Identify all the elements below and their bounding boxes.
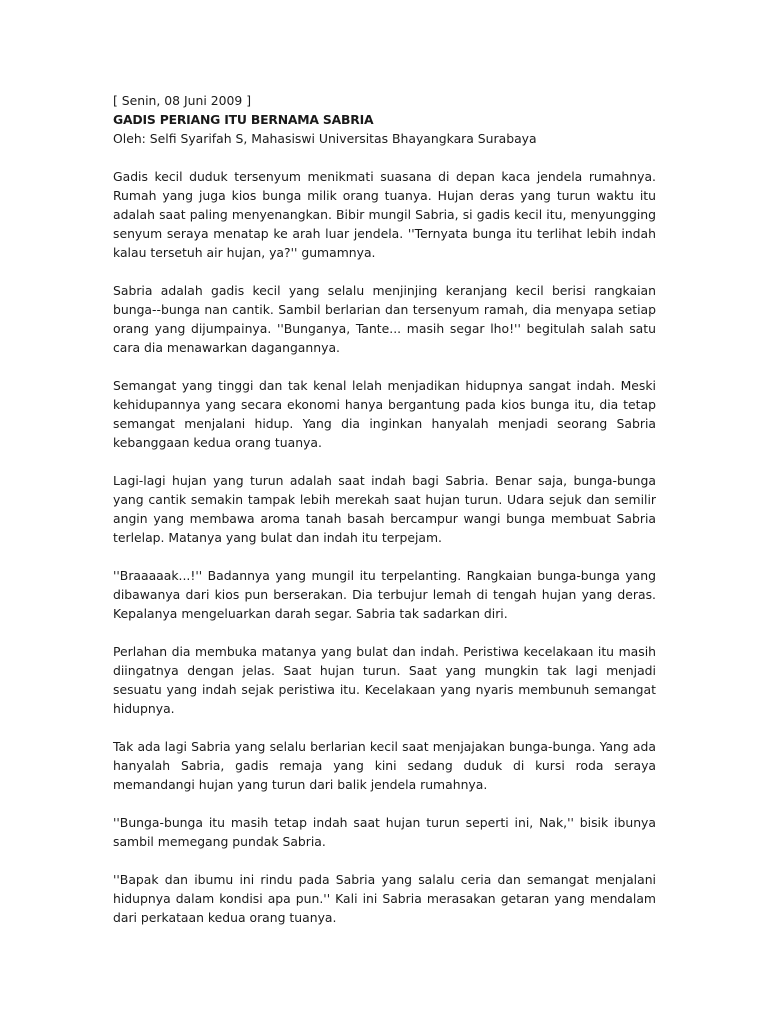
document-page: [113, 91, 656, 946]
article-byline: Oleh: Selfi Syarifah S, Mahasiswi Universitas Bhayangkara Surabaya: [113, 131, 537, 146]
paragraph-8: ''Bunga-bunga itu masih tetap indah saat hujan turun seperti ini, Nak,'' bisik ibunya sambil memegang pundak Sabria.: [113, 815, 656, 849]
paragraph-1: Gadis kecil duduk tersenyum menikmati suasana di depan kaca jendela rumahnya. Rumah yang juga kios bunga milik orang tuanya. Hujan deras yang turun waktu itu adalah saat paling menyenangkan. Bibir mungil Sabria, si gadis kecil itu, menyungging senyum seraya menatap ke arah luar jendela. ''Ternyata bunga itu terlihat lebih indah kalau tersetuh air hujan, ya?'' gumamnya.: [113, 169, 656, 260]
paragraph-2: Sabria adalah gadis kecil yang selalu menjinjing keranjang kecil berisi rangkaian bunga--bunga nan cantik. Sambil berlarian dan tersenyum ramah, dia menyapa setiap orang yang dijumpainya. ''Bunganya, Tante... masih segar lho!'' begitulah salah satu cara dia menawarkan dagangannya.: [113, 283, 656, 355]
paragraph-4: Lagi-lagi hujan yang turun adalah saat indah bagi Sabria. Benar saja, bunga-bunga yang cantik semakin tampak lebih merekah saat hujan turun. Udara sejuk dan semilir angin yang membawa aroma tanah basah bercampur wangi bunga membuat Sabria terlelap. Matanya yang bulat dan indah itu terpejam.: [113, 473, 656, 545]
paragraph-6: Perlahan dia membuka matanya yang bulat dan indah. Peristiwa kecelakaan itu masih diingatnya dengan jelas. Saat hujan turun. Saat yang mungkin tak lagi menjadi sesuatu yang indah sejak peristiwa itu. Kecelakaan yang nyaris membunuh semangat hidupnya.: [113, 644, 656, 716]
paragraph-3: Semangat yang tinggi dan tak kenal lelah menjadikan hidupnya sangat indah. Meski kehidupannya yang secara ekonomi hanya bergantung pada kios bunga itu, dia tetap semangat menjalani hidup. Yang dia inginkan hanyalah menjadi seorang Sabria kebanggaan kedua orang tuanya.: [113, 378, 656, 450]
article-date: [ Senin, 08 Juni 2009 ]: [113, 93, 252, 108]
article-title: GADIS PERIANG ITU BERNAMA SABRIA: [113, 112, 374, 127]
paragraph-7: Tak ada lagi Sabria yang selalu berlarian kecil saat menjajakan bunga-bunga. Yang ada hanyalah Sabria, gadis remaja yang kini sedang duduk di kursi roda seraya memandangi hujan yang turun dari balik jendela rumahnya.: [113, 739, 656, 792]
paragraph-9: ''Bapak dan ibumu ini rindu pada Sabria yang salalu ceria dan semangat menjalani hidupnya dalam kondisi apa pun.'' Kali ini Sabria merasakan getaran yang mendalam dari perkataan kedua orang tuanya.: [113, 872, 656, 925]
paragraph-5: ''Braaaaak...!'' Badannya yang mungil itu terpelanting. Rangkaian bunga-bunga yang dibawanya dari kios pun berserakan. Dia terbujur lemah di tengah hujan yang deras. Kepalanya mengeluarkan darah segar. Sabria tak sadarkan diri.: [113, 568, 656, 621]
